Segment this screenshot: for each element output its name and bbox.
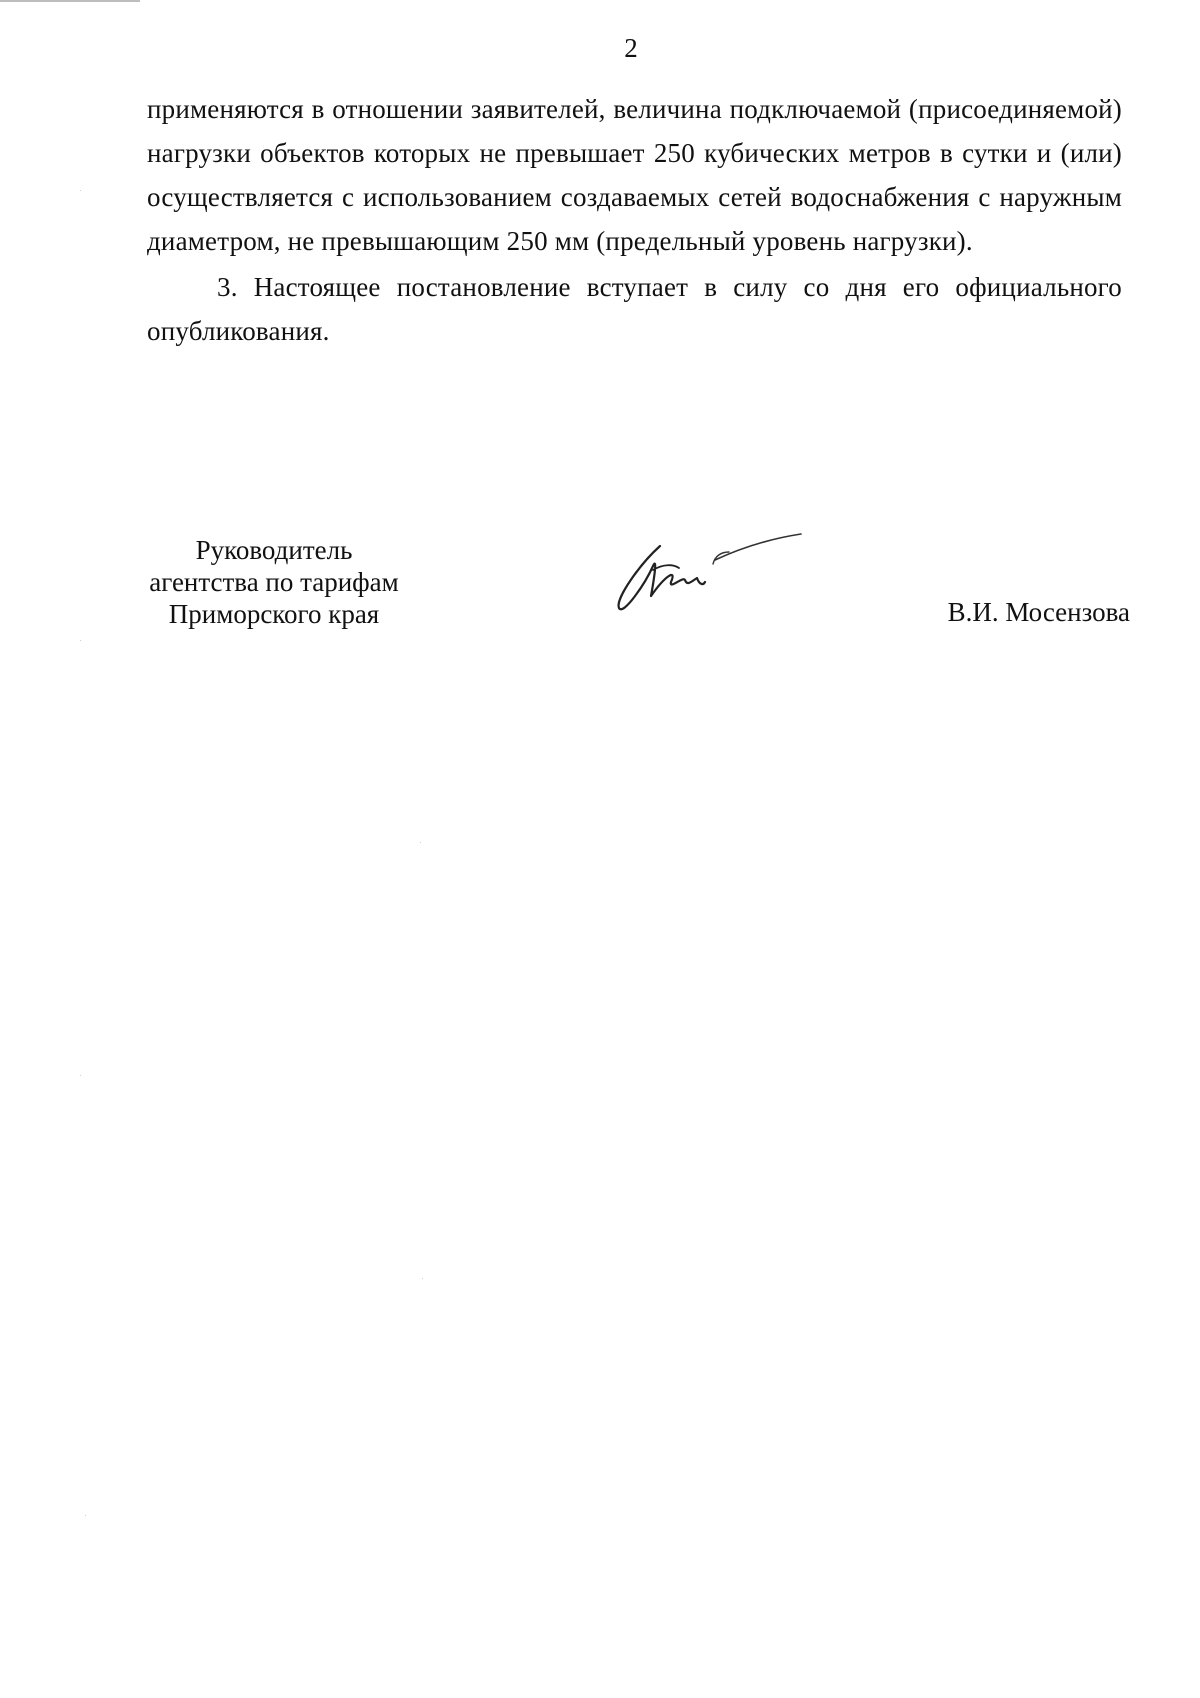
signatory-position: [140, 534, 408, 630]
handwritten-signature-icon: [605, 524, 805, 624]
scan-speck: [85, 1515, 86, 1516]
scan-speck: [80, 190, 81, 191]
scan-speck: [420, 842, 421, 843]
signatory-position-line-1: Руководитель: [195, 535, 353, 565]
signatory-name: В.И. Мосензова: [947, 597, 1130, 627]
signatory-position-line-2: агентства по тарифам: [149, 567, 399, 597]
paragraph-point-3: 3. Настоящее постановление вступает в силу со дня его официального опубликования.: [147, 272, 1122, 346]
scan-speck: [422, 1278, 423, 1279]
scan-speck: [80, 640, 81, 641]
scan-speck: [80, 1075, 81, 1076]
document-body: [147, 87, 1122, 353]
paragraph-continuation: применяются в отношении заявителей, величина подключаемой (присоединяемой) нагрузки объектов которых не превышает 250 кубических метров в сутки и (или) осуществляется с использованием создаваемых сетей водоснабжения с наружным диаметром, не превышающим 250 мм (предельный уровень нагрузки).: [147, 94, 1122, 256]
scan-edge-mark: [0, 0, 140, 2]
signature-block: [140, 534, 1130, 644]
page-number: 2: [624, 33, 638, 63]
signatory-position-line-3: Приморского края: [168, 599, 380, 629]
